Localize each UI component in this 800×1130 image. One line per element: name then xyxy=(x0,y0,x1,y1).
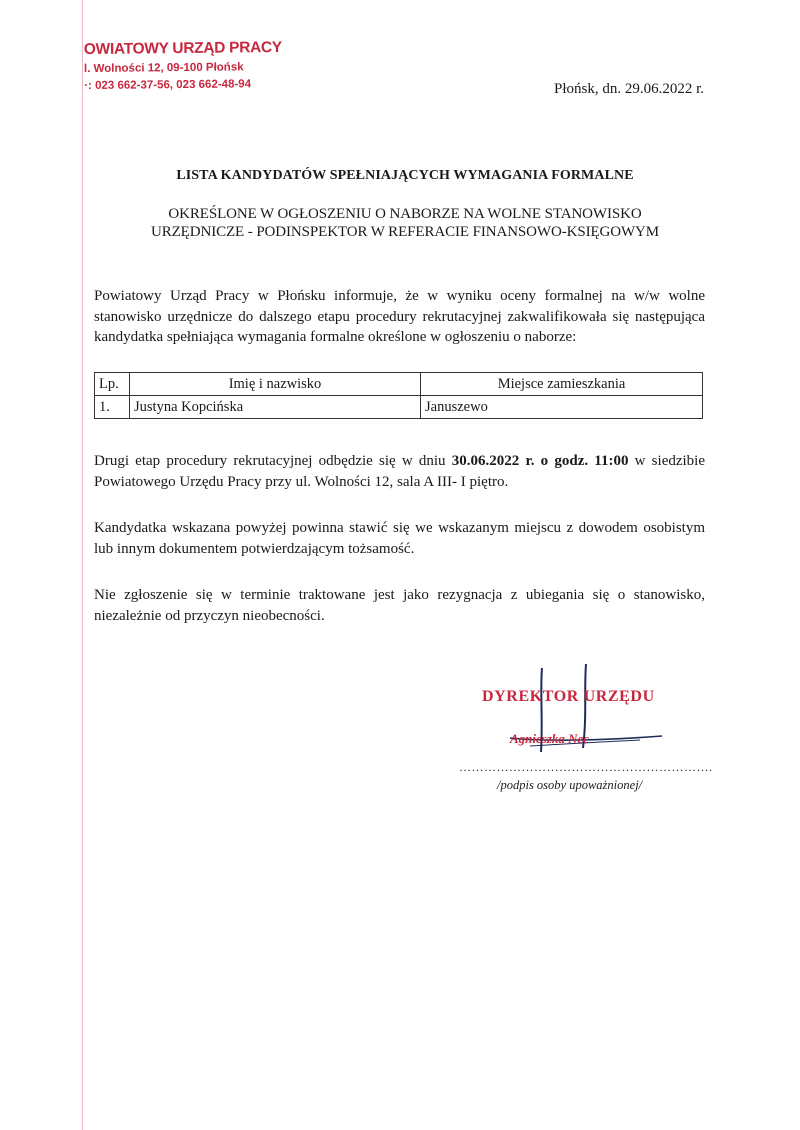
subtitle-line-2: URZĘDNICZE - PODINSPEKTOR W REFERACIE FINANSOWO-KSIĘGOWYM xyxy=(150,224,660,240)
place-date: Płońsk, dn. 29.06.2022 r. xyxy=(553,81,704,97)
stage2-text-before: Drugi etap procedury rekrutacyjnej odbędzie się w dniu xyxy=(94,453,452,469)
header-number: Lp. xyxy=(95,373,130,396)
subtitle-line-1: OKREŚLONE W OGŁOSZENIU O NABORZE NA WOLNE STANOWISKO xyxy=(168,206,642,222)
absence-note-paragraph: Nie zgłoszenie się w terminie traktowane jest jako rezygnacja z ubiegania się o stanowisko, niezależnie od przyczyn nieobecności. xyxy=(94,587,705,624)
signature-title-stamp: DYREKTOR URZĘDU xyxy=(482,688,655,705)
signature-dotted-line: ……………………………………………………. xyxy=(459,760,713,774)
table-header-row xyxy=(95,373,703,396)
header-residence: Miejsce zamieszkania xyxy=(421,373,703,396)
cell-residence: Januszewo xyxy=(421,396,703,419)
office-stamp xyxy=(84,39,285,94)
signature-caption: /podpis osoby upoważnionej/ xyxy=(497,778,643,792)
stage2-text-after: w siedzibie Powiatowego Urzędu Pracy przy ul. Wolności 12, sala A III- I piętro. xyxy=(94,453,705,490)
signature-name-stamp: Agnieszka Nec xyxy=(510,731,590,746)
candidates-table xyxy=(94,372,703,419)
cell-name: Justyna Kopcińska xyxy=(130,396,421,419)
stage2-paragraph xyxy=(94,451,705,492)
stamp-phone: ·: 023 662-37-56, 023 662-48-94 xyxy=(84,78,252,93)
cell-number: 1. xyxy=(95,396,130,419)
header-name: Imię i nazwisko xyxy=(130,373,421,396)
stamp-office-name: OWIATOWY URZĄD PRACY xyxy=(83,38,282,59)
document-title: LISTA KANDYDATÓW SPEŁNIAJĄCYCH WYMAGANIA FORMALNE xyxy=(176,168,634,183)
stage2-date-time: 30.06.2022 r. o godz. 11:00 xyxy=(451,453,629,469)
candidate-note-paragraph: Kandydatka wskazana powyżej powinna stawić się we wskazanym miejscu z dowodem osobistym lub innym dokumentem potwierdzającym tożsamość. xyxy=(94,520,705,557)
intro-paragraph: Powiatowy Urząd Pracy w Płońsku informuje, że w wyniku oceny formalnej na w/w wolne stanowisko urzędnicze do dalszego etapu procedury rekrutacyjnej zakwalifikowała się następująca kandydatka spełniająca wymagania formalne określone w ogłoszeniu o naborze: xyxy=(94,288,705,345)
stamp-address: l. Wolności 12, 09-100 Płońsk xyxy=(83,61,244,76)
left-margin-line xyxy=(82,0,83,1130)
document-subtitle xyxy=(100,205,710,241)
table-row xyxy=(95,396,703,419)
